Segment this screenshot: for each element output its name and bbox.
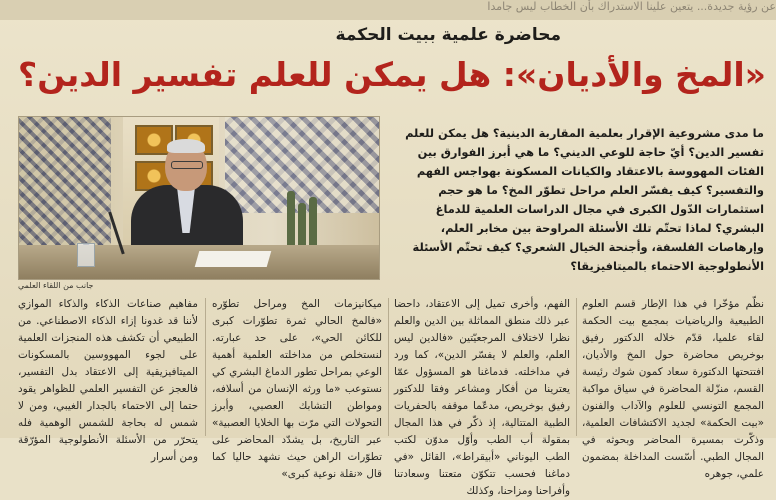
body-column: نظّم مؤخّرا في هذا الإطار قسم العلوم الطبيعية والرياضيات بمجمع بيت الحكمة لقاء علميا، قدّم خلاله الدكتور رفيق بوخريص محاضرة حول المخ والأديان، افتتحتها الدكتورة سعاد كمون شوك رئيسة القسم، منزّلة المحاضرة في سياق مواكبة المجمع التونسي للعلوم والآداب والفنون «بيت الحكمة» لجديد الاكتشافات العلمية، وذكّرت بمسيرة المحاضر وبحوثه في المجال الطبي. أسّست المداخلة بمضمون علمي، جوهره	[582, 298, 764, 480]
speaker-hair	[167, 139, 205, 153]
photo-bottle	[309, 197, 317, 247]
photo-bottle	[298, 203, 306, 247]
body-column: مفاهيم صناعات الذكاء والذكاء الموازي لأننا قد غدونا إزاء الذكاء الاصطناعي. من الطبيعي أن تكشف هذه المنجزات العلمية على لجوء المهووسين بالمسكونات الميتافيزيقية إلى الاعتقاد بدل التفسير، فالعجز عن التفسير العلمي للظواهر يقود حتما إلى الاحتماء بالجدار الغيبي، ومن لا شمس له بحاجة للشمس الوهمية فله يتحرّر من الأسئلة الأنطولوجية المؤرّقة ومن أسرار	[18, 298, 198, 463]
column-divider	[205, 298, 206, 436]
column-divider	[388, 298, 389, 436]
photo-caption-box	[18, 281, 378, 295]
previous-article-strip: عن رؤية جديدة... يتعين علينا الاستدراك بأن الخطاب ليس جامدا	[0, 0, 776, 20]
photo-bottle	[287, 191, 295, 247]
photo-water-glass	[77, 243, 95, 267]
body-columns	[18, 296, 764, 497]
column-divider	[576, 298, 577, 436]
body-column: ميكانيزمات المخ ومراحل تطوّره «فالمخ الحالي ثمرة تطوّرات كبرى للكائن الحي»، على حد عبارته. لنستخلص من مداخلته العلمية أهمية الوعي بمراحل تطور الدماغ البشري كي نستوعب «ما ورثه الإنسان من أسلافه، ومواطن التشابك العصبي، وأبرز التحولات التي مرّت بها الخلايا العصبية» عبر التاريخ، بل يشدّد المحاضر على تطوّرات الراهن حيث نشهد حاليا كما قال «نقلة نوعية كبرى»	[212, 298, 382, 480]
photo-papers	[195, 251, 272, 267]
article-headline: «المخ والأديان»: هل يمكن للعلم تفسير الدين؟	[18, 55, 766, 94]
photo-caption: جانب من اللقاء العلمي	[18, 281, 94, 290]
speaker-glasses	[171, 161, 203, 169]
article-photo	[18, 116, 380, 280]
lead-paragraph: ما مدى مشروعية الإقرار بعلمية المقاربة الدينية؟ هل يمكن للعلم تفسير الدين؟ أيّ حاجة للوعي الديني؟ ما هي أبرز الفوارق بين الفئات المهووسة بالاعتقاد والكيانات المسكونة بهواجس الفهم والتفسير؟ كيف يفسّر العلم مراحل تطوّر المخ؟ ما هو حجم استثمارات الدّول الكبرى في مجال الدراسات العلمية للدماغ البشري؟ لماذا تحتّم تلك الأسئلة المراوحة بين مخابر العلم، وإرهاصات الفلسفة، وأجنحة الخيال الشعري؟ كيف تحتّم الأسئلة الأنطولوجية الاحتماء بالميتافيزيقا؟	[405, 126, 764, 273]
photo-bottles	[287, 177, 317, 247]
body-column: الفهم، وأخرى تميل إلى الاعتقاد، داحضا عبر ذلك منطق المماثلة بين الدين والعلم نظرا لاختلاف المرجعيّتين «فالدين ليس العلم، والعلم لا يفسّر الدين»، كما ورد في مداخلته. فدماغنا هو المسؤول عمّا يعترينا من أفكار ومشاعر وفقا للدكتور رفيق بوخريص، مدعّما موقفه بالحفريات الطبية المتتالية، إذ ذكّر في هذا المجال بمقولة أب الطب وأوّل مدوّن لكتب الطب اليوناني «أبيقراط»، القائل «في دماغنا فحسب تتكوّن متعتنا وسعادتنا وأفراحنا ومزاحنا، وكذلك	[394, 298, 570, 497]
article-kicker: محاضرة علمية ببيت الحكمة	[335, 25, 561, 45]
